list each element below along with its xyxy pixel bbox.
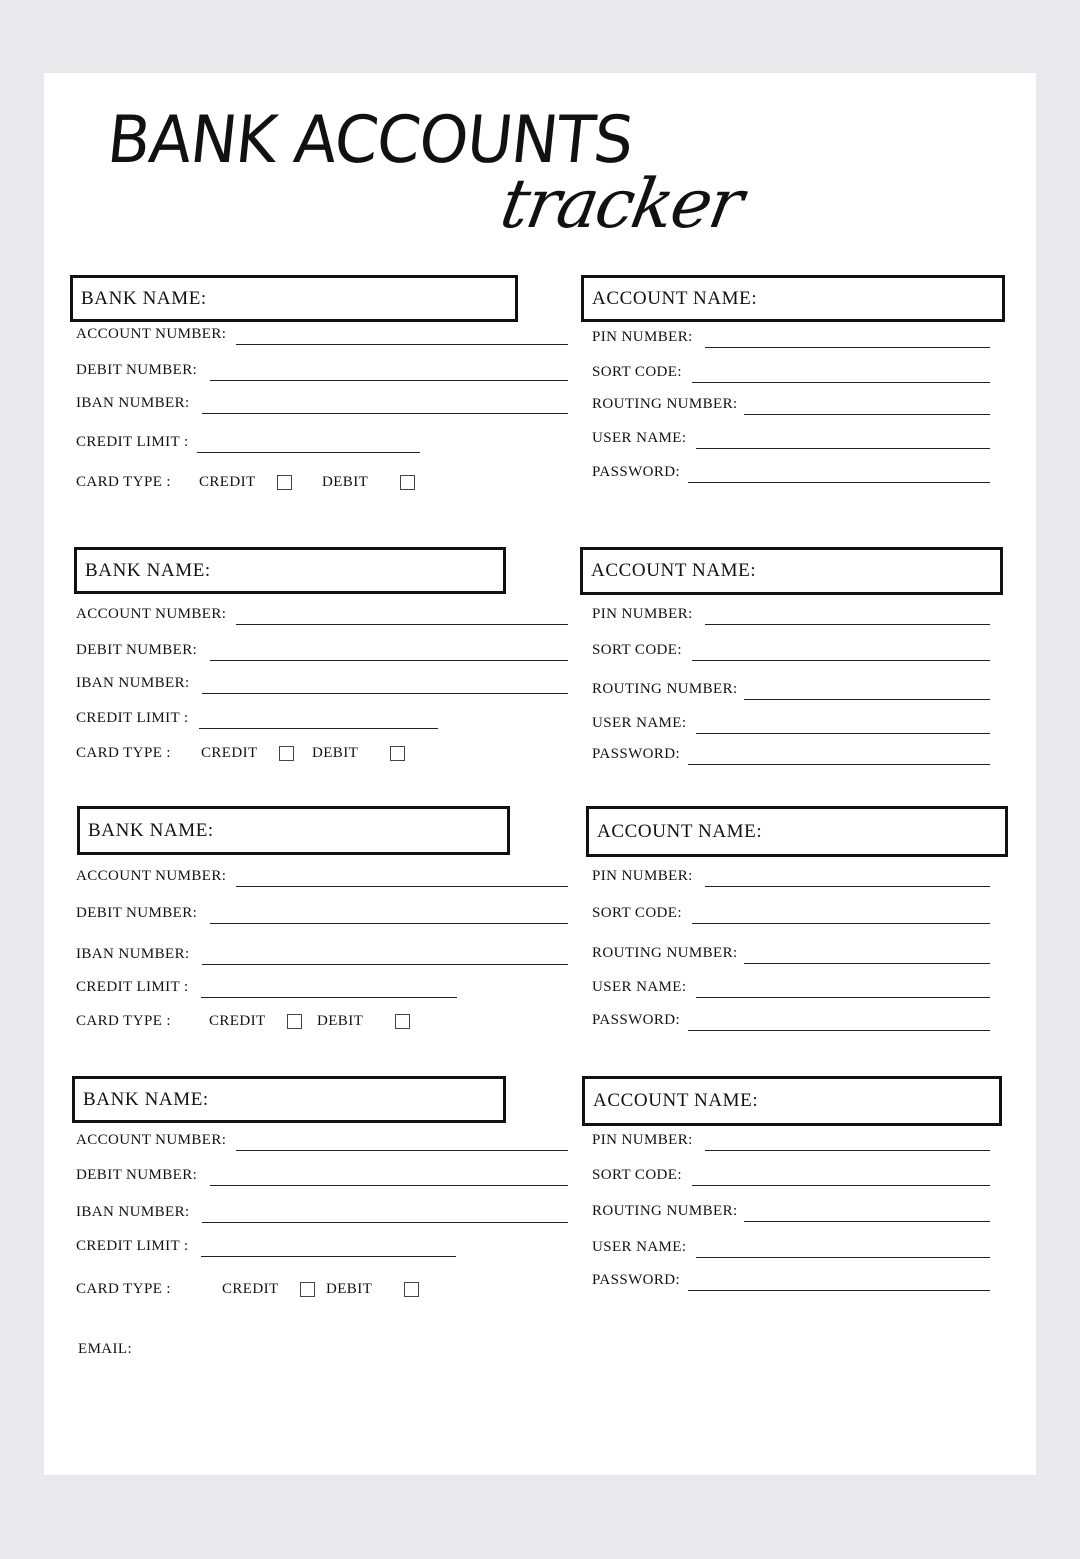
sort-code-line	[692, 382, 990, 383]
routing-number-field-3[interactable]	[592, 942, 992, 964]
credit-checkbox-1[interactable]	[277, 475, 292, 490]
credit-limit-line	[201, 1256, 456, 1257]
credit-limit-field-4[interactable]	[76, 1235, 576, 1257]
user-name-label: USER NAME:	[592, 979, 687, 995]
debit-number-line	[210, 380, 568, 381]
password-label: PASSWORD:	[592, 746, 681, 762]
iban-number-label: IBAN NUMBER:	[76, 675, 190, 691]
bank-name-box-1[interactable]	[70, 275, 518, 322]
bank-name-box-4[interactable]	[72, 1076, 506, 1123]
routing-number-field-4[interactable]	[592, 1200, 992, 1222]
credit-limit-field-3[interactable]	[76, 976, 576, 998]
password-line	[688, 1030, 990, 1031]
pin-number-field-4[interactable]	[592, 1129, 992, 1151]
credit-label: CREDIT	[201, 745, 258, 761]
user-name-line	[696, 733, 990, 734]
user-name-field-1[interactable]	[592, 427, 992, 449]
credit-limit-field-2[interactable]	[76, 707, 576, 729]
debit-number-label: DEBIT NUMBER:	[76, 1167, 198, 1183]
routing-number-label: ROUTING NUMBER:	[592, 396, 738, 412]
password-field-2[interactable]	[592, 743, 992, 765]
card-type-label: CARD TYPE :	[76, 474, 171, 490]
debit-number-field-4[interactable]	[76, 1164, 576, 1186]
pin-number-field-3[interactable]	[592, 865, 992, 887]
user-name-line	[696, 997, 990, 998]
tracker-sheet	[44, 73, 1036, 1475]
iban-number-field-4[interactable]	[76, 1201, 576, 1223]
iban-number-line	[202, 1222, 568, 1223]
iban-number-label: IBAN NUMBER:	[76, 1204, 190, 1220]
credit-label: CREDIT	[209, 1013, 266, 1029]
iban-number-label: IBAN NUMBER:	[76, 946, 190, 962]
iban-number-line	[202, 413, 568, 414]
pin-number-label: PIN NUMBER:	[592, 329, 693, 345]
debit-number-label: DEBIT NUMBER:	[76, 642, 198, 658]
routing-number-line	[744, 414, 990, 415]
account-name-box-3[interactable]	[586, 806, 1008, 857]
bank-name-box-3[interactable]	[77, 806, 510, 855]
credit-checkbox-3[interactable]	[287, 1014, 302, 1029]
account-name-label: ACCOUNT NAME:	[597, 820, 763, 842]
sort-code-label: SORT CODE:	[592, 364, 682, 380]
debit-number-field-1[interactable]	[76, 359, 576, 381]
routing-number-label: ROUTING NUMBER:	[592, 945, 738, 961]
account-name-label: ACCOUNT NAME:	[591, 560, 757, 581]
password-label: PASSWORD:	[592, 464, 681, 480]
pin-number-line	[705, 886, 990, 887]
debit-checkbox-4[interactable]	[404, 1282, 419, 1297]
pin-number-field-1[interactable]	[592, 326, 992, 348]
user-name-field-3[interactable]	[592, 976, 992, 998]
sort-code-field-2[interactable]	[592, 639, 992, 661]
card-type-label: CARD TYPE :	[76, 1013, 171, 1029]
credit-limit-label: CREDIT LIMIT :	[76, 1238, 189, 1254]
credit-label: CREDIT	[222, 1281, 279, 1297]
account-name-label: ACCOUNT NAME:	[592, 287, 758, 309]
routing-number-label: ROUTING NUMBER:	[592, 1203, 738, 1219]
card-type-label: CARD TYPE :	[76, 745, 171, 761]
password-field-1[interactable]	[592, 461, 992, 483]
sort-code-line	[692, 923, 990, 924]
user-name-label: USER NAME:	[592, 430, 687, 446]
debit-number-field-3[interactable]	[76, 902, 576, 924]
iban-number-line	[202, 693, 568, 694]
iban-number-field-3[interactable]	[76, 943, 576, 965]
credit-limit-label: CREDIT LIMIT :	[76, 710, 189, 726]
account-number-line	[236, 624, 568, 625]
sort-code-line	[692, 660, 990, 661]
bank-name-label: BANK NAME:	[88, 819, 214, 841]
credit-limit-line	[201, 997, 457, 998]
iban-number-line	[202, 964, 568, 965]
title-main: BANK ACCOUNTS	[103, 101, 637, 178]
sort-code-label: SORT CODE:	[592, 642, 682, 658]
debit-checkbox-1[interactable]	[400, 475, 415, 490]
password-label: PASSWORD:	[592, 1012, 681, 1028]
credit-limit-label: CREDIT LIMIT :	[76, 434, 189, 450]
pin-number-line	[705, 347, 990, 348]
debit-label: DEBIT	[326, 1281, 373, 1297]
password-field-4[interactable]	[592, 1269, 992, 1291]
account-number-line	[236, 344, 568, 345]
credit-label: CREDIT	[199, 474, 256, 490]
pin-number-label: PIN NUMBER:	[592, 606, 693, 622]
iban-number-field-2[interactable]	[76, 672, 576, 694]
debit-checkbox-3[interactable]	[395, 1014, 410, 1029]
user-name-line	[696, 448, 990, 449]
pin-number-field-2[interactable]	[592, 603, 992, 625]
email-label: EMAIL:	[78, 1341, 133, 1357]
routing-number-label: ROUTING NUMBER:	[592, 681, 738, 697]
account-number-field-1[interactable]	[76, 323, 576, 345]
bank-name-label: BANK NAME:	[83, 1088, 209, 1110]
account-number-field-4[interactable]	[76, 1129, 576, 1151]
iban-number-label: IBAN NUMBER:	[76, 395, 190, 411]
pin-number-line	[705, 1150, 990, 1151]
debit-checkbox-2[interactable]	[390, 746, 405, 761]
credit-checkbox-2[interactable]	[279, 746, 294, 761]
iban-number-field-1[interactable]	[76, 392, 576, 414]
debit-number-label: DEBIT NUMBER:	[76, 362, 198, 378]
user-name-label: USER NAME:	[592, 1239, 687, 1255]
debit-label: DEBIT	[322, 474, 369, 490]
pin-number-line	[705, 624, 990, 625]
routing-number-line	[744, 963, 990, 964]
account-number-field-3[interactable]	[76, 865, 576, 887]
credit-limit-line	[197, 452, 420, 453]
sort-code-line	[692, 1185, 990, 1186]
account-number-label: ACCOUNT NUMBER:	[76, 326, 227, 342]
password-line	[688, 482, 990, 483]
account-number-label: ACCOUNT NUMBER:	[76, 1132, 227, 1148]
pin-number-label: PIN NUMBER:	[592, 1132, 693, 1148]
bank-name-label: BANK NAME:	[81, 287, 207, 309]
debit-number-field-2[interactable]	[76, 639, 576, 661]
credit-limit-label: CREDIT LIMIT :	[76, 979, 189, 995]
debit-label: DEBIT	[317, 1013, 364, 1029]
title-script: tracker	[495, 165, 748, 244]
account-name-box-4[interactable]	[582, 1076, 1002, 1126]
credit-checkbox-4[interactable]	[300, 1282, 315, 1297]
password-line	[688, 764, 990, 765]
user-name-line	[696, 1257, 990, 1258]
account-name-box-1[interactable]	[581, 275, 1005, 322]
sort-code-label: SORT CODE:	[592, 1167, 682, 1183]
pin-number-label: PIN NUMBER:	[592, 868, 693, 884]
bank-name-label: BANK NAME:	[85, 559, 211, 581]
account-number-field-2[interactable]	[76, 603, 576, 625]
user-name-field-4[interactable]	[592, 1236, 992, 1258]
account-number-label: ACCOUNT NUMBER:	[76, 606, 227, 622]
credit-limit-line	[199, 728, 438, 729]
debit-number-line	[210, 1185, 568, 1186]
sort-code-field-1[interactable]	[592, 361, 992, 383]
routing-number-field-2[interactable]	[592, 678, 992, 700]
account-number-line	[236, 1150, 568, 1151]
account-number-label: ACCOUNT NUMBER:	[76, 868, 227, 884]
sort-code-label: SORT CODE:	[592, 905, 682, 921]
password-line	[688, 1290, 990, 1291]
debit-number-label: DEBIT NUMBER:	[76, 905, 198, 921]
card-type-row-1	[76, 471, 476, 493]
user-name-field-2[interactable]	[592, 712, 992, 734]
card-type-label: CARD TYPE :	[76, 1281, 171, 1297]
account-number-line	[236, 886, 568, 887]
sort-code-field-3[interactable]	[592, 902, 992, 924]
password-label: PASSWORD:	[592, 1272, 681, 1288]
routing-number-line	[744, 1221, 990, 1222]
account-name-box-2[interactable]	[580, 547, 1003, 595]
debit-label: DEBIT	[312, 745, 359, 761]
routing-number-field-1[interactable]	[592, 393, 992, 415]
debit-number-line	[210, 923, 568, 924]
account-name-label: ACCOUNT NAME:	[593, 1090, 759, 1111]
user-name-label: USER NAME:	[592, 715, 687, 731]
sort-code-field-4[interactable]	[592, 1164, 992, 1186]
card-type-row-2	[76, 742, 476, 764]
credit-limit-field-1[interactable]	[76, 431, 576, 453]
password-field-3[interactable]	[592, 1009, 992, 1031]
debit-number-line	[210, 660, 568, 661]
routing-number-line	[744, 699, 990, 700]
card-type-row-3	[76, 1010, 476, 1032]
bank-name-box-2[interactable]	[74, 547, 506, 594]
